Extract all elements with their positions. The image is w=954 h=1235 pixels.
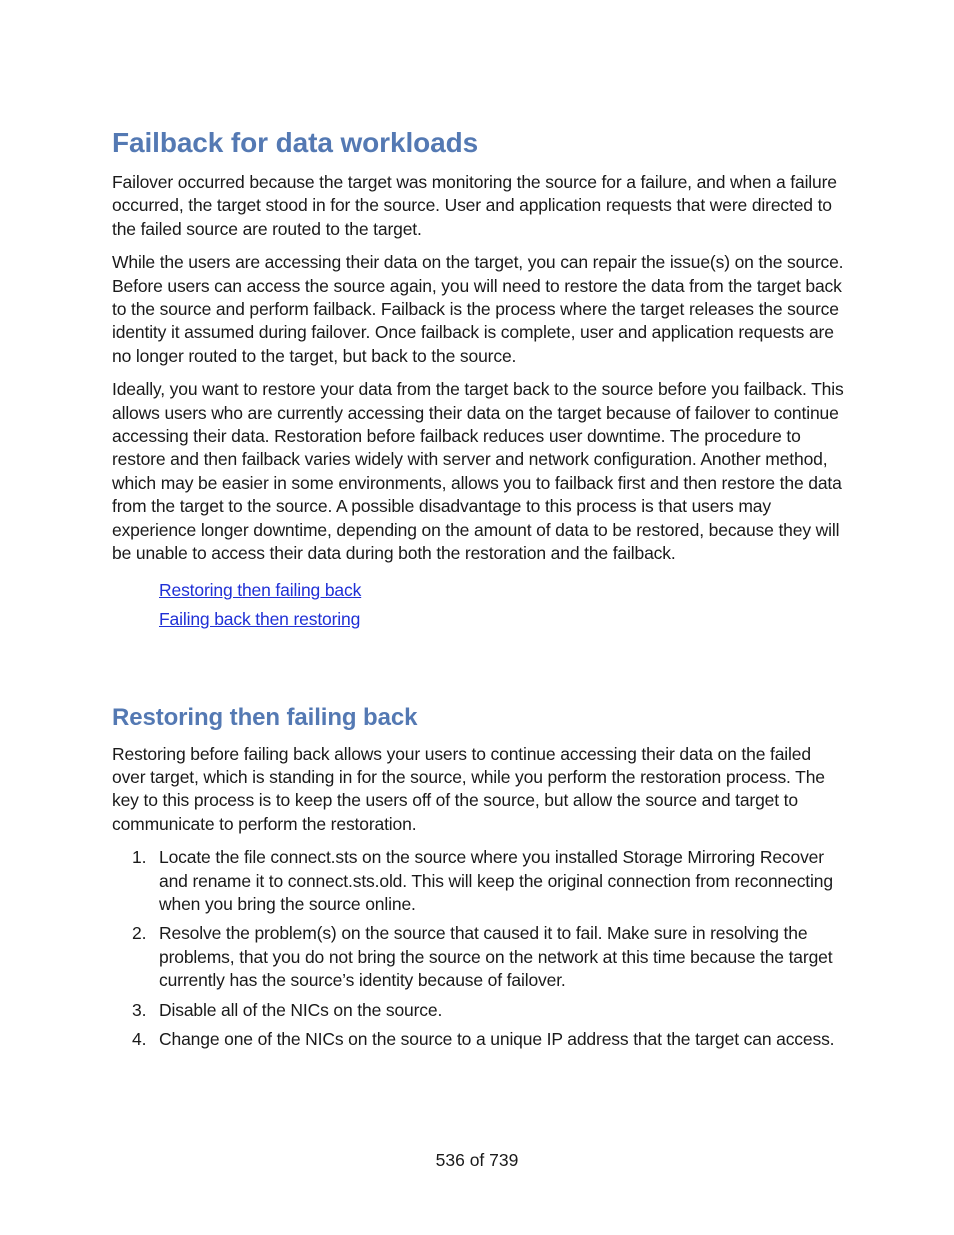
step-number: 4.: [132, 1028, 147, 1049]
step-text: Disable all of the NICs on the source.: [159, 999, 443, 1020]
paragraph-restoring-intro: Restoring before failing back allows your users to continue accessing their data on the failed over target, which is standing in for the source, while you perform the restoration process. The key to this process is to keep the users off of the source, but allow the source and target to communicate to perform the restoration.: [112, 743, 825, 834]
step-number: 3.: [132, 999, 147, 1020]
page-content: [112, 124, 846, 1057]
list-item: [112, 922, 846, 992]
step-number: 1.: [132, 847, 147, 868]
step-text: Change one of the NICs on the source to a unique IP address that the target can access.: [159, 1028, 835, 1049]
related-links: [159, 576, 846, 634]
link-failing-back-then-restoring[interactable]: Failing back then restoring: [159, 608, 361, 629]
step-text: Locate the file connect.sts on the source where you installed Storage Mirroring Recover and rename it to connect.sts.old. This will keep the original connection from reconnecting when you bring the source online.: [159, 847, 833, 914]
list-item: [112, 1028, 846, 1051]
steps-list: [112, 846, 846, 1051]
section-title-failback: Failback for data workloads: [112, 127, 479, 158]
list-item: [112, 999, 846, 1022]
section-title-restoring: Restoring then failing back: [112, 703, 418, 731]
paragraph-restore-before-failback: Ideally, you want to restore your data from the target back to the source before you failback. This allows users who are currently accessing their data on the target because of failover to continue accessing their data. Restoration before failback reduces user downtime. The procedure to restore and then failback varies widely with server and network configuration. Another method, which may be easier in some environments, allows you to failback first and then restore the data from the target to the source. A possible disadvantage to this process is that users may experience longer downtime, depending on the amount of data to be restored, because they will be unable to access their data during both the restoration and the failback.: [112, 379, 844, 564]
page-number: 536 of 739: [435, 1150, 519, 1170]
list-item: [112, 846, 846, 916]
link-restoring-then-failing-back[interactable]: Restoring then failing back: [159, 579, 362, 600]
section-spacer: [112, 634, 846, 702]
paragraph-failover-intro: Failover occurred because the target was monitoring the source for a failure, and when a failure occurred, the target stood in for the source. User and application requests that were directed to the failed source are routed to the target.: [112, 172, 837, 239]
paragraph-repair-source: While the users are accessing their data on the target, you can repair the issue(s) on the source. Before users can access the source again, you will need to restore the data from the target back to the source and perform failback. Failback is the process where the target releases the source identity it assumed during failover. Once failback is complete, user and application requests are no longer routed to the target, but back to the source.: [112, 252, 844, 366]
step-number: 2.: [132, 923, 147, 944]
step-text: Resolve the problem(s) on the source that caused it to fail. Make sure in resolving the problems, that you do not bring the source on the network at this time because the target currently has the source’s identity because of failover.: [159, 923, 833, 991]
